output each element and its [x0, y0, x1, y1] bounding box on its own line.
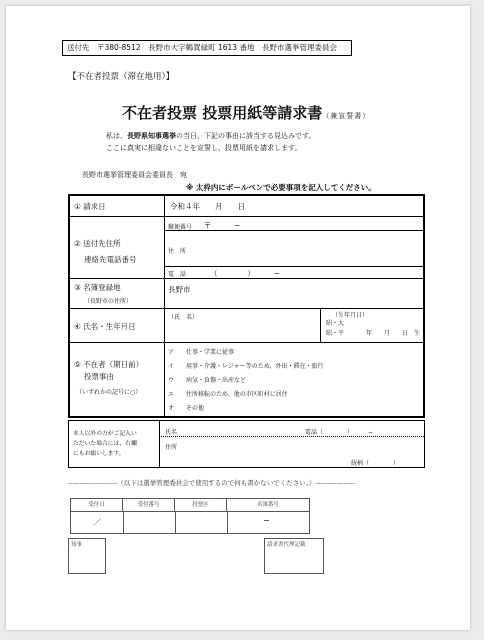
contact-phone-label: 連絡先電話番号: [84, 255, 137, 264]
instruction-note: ※ 太枠内にボールペンで必要事項を記入してください。: [186, 183, 376, 192]
office-col-3: [227, 511, 228, 533]
form-title: [122, 102, 370, 123]
header-receipt-number: 受付番号: [123, 499, 175, 511]
reason-option-u[interactable]: ウ 病気・負傷・出産など: [168, 377, 247, 384]
header-receipt-date: 受付日: [71, 499, 123, 511]
registry-value: 長野市: [168, 285, 191, 294]
row-sep-1: [70, 216, 423, 217]
office-col-1: [123, 511, 124, 533]
proxy-divider: [159, 421, 160, 467]
proxy-note: [73, 429, 137, 459]
proxy-name-line: [159, 436, 424, 437]
reason-option-i[interactable]: イ 用事・介護・レジャー等のため、外出・滞在・旅行: [168, 363, 324, 370]
intro-post: の当日、下記の事由に該当する見込みです。: [176, 132, 316, 140]
row-sep-3: [70, 308, 423, 309]
name-label: （氏 名）: [168, 314, 199, 321]
name-dob-label: ④ 氏名・生年月日: [74, 322, 136, 331]
reason-label-2: 投票事由: [84, 372, 114, 381]
proxy-section: [68, 420, 425, 468]
addressee: 長野市選挙管理委員会委員長 宛: [82, 171, 187, 179]
election-name: 長野県知事選挙: [127, 132, 176, 140]
era-option-1[interactable]: 昭・大: [326, 320, 345, 327]
proxy-note-line-1: 本人以外の方がご記入い: [73, 431, 137, 437]
office-use-separator: ---------------------（以下は選挙管理委員会で使用するので何も書かないでください。）-----------------: [68, 479, 356, 487]
proxy-name-label: 氏名: [165, 429, 178, 436]
office-header-line: [71, 511, 309, 512]
request-date-label: ① 請求日: [74, 202, 106, 211]
reason-instruction: （いずれかの記号に○）: [76, 389, 142, 396]
proxy-note-line-2: ただいた場合には、右欄: [73, 441, 137, 447]
registry-label: ③ 名簿登録地: [74, 283, 121, 292]
postal-label: 郵便番号: [168, 224, 193, 231]
era-option-2[interactable]: 昭・平: [326, 330, 345, 337]
proxy-record-label: 請求書代理記載: [267, 542, 306, 548]
title-sub: （兼宣誓書）: [322, 112, 371, 120]
office-col-2: [175, 511, 176, 533]
intro-text: [106, 130, 315, 154]
phone-label: 電 話: [168, 271, 187, 278]
reason-label: ⑤ 不在者（期日前）: [74, 360, 144, 369]
intro-line-1: [106, 130, 315, 142]
chiji-box: [68, 538, 106, 574]
proxy-relation-label[interactable]: 続柄（ ）: [351, 460, 400, 467]
request-table: [68, 194, 425, 418]
send-to-box: 送付先 〒380-8512 長野市大字鶴賀緑町 1613 番地 長野市選挙管理委員会: [62, 40, 352, 56]
chiji-label: 知事: [71, 542, 83, 548]
proxy-phone-label[interactable]: 電話（ ） −: [305, 429, 374, 436]
postal-value[interactable]: 〒 −: [204, 221, 241, 230]
dob-label: （生年月日）: [332, 312, 369, 319]
intro-pre: 私は、: [106, 132, 127, 140]
send-address-label: ② 送付先住所: [74, 239, 121, 248]
form-type: 【不在者投票（滞在地用）】: [68, 72, 175, 82]
reason-option-e[interactable]: エ 住所移転のため、他の市区町村に居住: [168, 391, 288, 398]
dob-divider: [320, 308, 321, 342]
reason-option-a[interactable]: ア 仕事・学業に従事: [168, 349, 235, 356]
label-divider: [164, 196, 165, 416]
title-main: 不在者投票 投票用紙等請求書: [122, 104, 323, 122]
proxy-note-line-3: にもお願いします。: [73, 451, 125, 457]
row-sep-4: [70, 342, 423, 343]
registry-number-dash: −: [263, 516, 270, 525]
address-label: 住 所: [168, 248, 187, 255]
document-page: [6, 6, 470, 630]
intro-line-2: ここに真実に相違ないことを宣誓し、投票用紙を請求します。: [106, 144, 302, 152]
request-date-value[interactable]: 令和４年 月 日: [170, 202, 245, 211]
header-registry-number: 名簿番号: [256, 502, 279, 508]
header-voting-district: 投票区: [175, 499, 227, 511]
address-sep: [164, 266, 423, 267]
proxy-address-label: 住所: [165, 444, 178, 451]
office-use-table: [70, 498, 310, 534]
postal-sep: [164, 230, 423, 231]
reason-option-o[interactable]: オ その他: [168, 405, 205, 412]
registry-sub-label: （長野市の住所）: [84, 298, 133, 305]
receipt-date-slash: ／: [93, 518, 101, 527]
proxy-record-box: [264, 538, 324, 574]
phone-value[interactable]: （ ） −: [210, 269, 281, 278]
dob-units: 年 月 日 生: [366, 330, 421, 337]
